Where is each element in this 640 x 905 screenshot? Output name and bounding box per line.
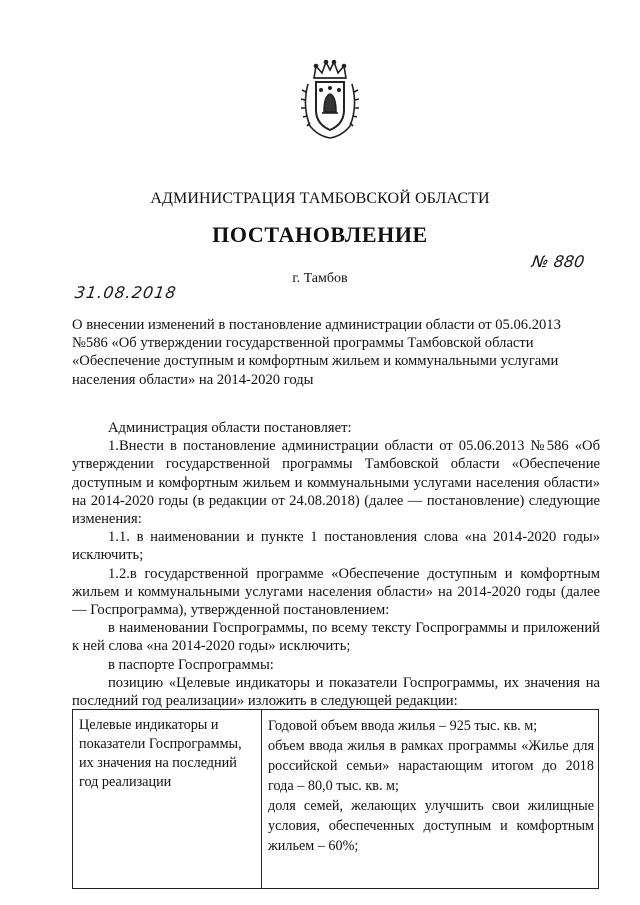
indicators-table: [72, 709, 599, 889]
coat-of-arms-icon: [300, 56, 360, 140]
table-row: [73, 710, 599, 889]
table-cell-values: [262, 710, 599, 889]
paragraph: в наименовании Госпрограммы, по всему тексту Госпрограммы и приложений к ней слова «на 2014-2020 годы» исключить;: [72, 620, 600, 655]
paragraph: 1.2.в государственной программе «Обеспечение доступным и комфортным жильем и коммунальными услугами населения области» на 2014-2020 годы (далее — Госпрограмма), утвержденной постановлением:: [72, 565, 600, 619]
document-subject: О внесении изменений в постановление администрации области от 05.06.2013 №586 «Об утверждении государственной программы Тамбовской области «Обеспечение доступным и комфортным жильем и коммунальными услугами населения области» на 2014-2020 годы: [72, 317, 561, 388]
document-body: [72, 419, 600, 710]
organization-name: АДМИНИСТРАЦИЯ ТАМБОВСКОЙ ОБЛАСТИ: [150, 190, 490, 207]
document-type: ПОСТАНОВЛЕНИЕ: [212, 222, 428, 247]
paragraph: 1.1. в наименовании и пункте 1 постановления слова «на 2014-2020 годы» исключить;: [72, 529, 600, 564]
paragraph: 1.Внести в постановление администрации области от 05.06.2013 №586 «Об утверждении государственной программы Тамбовской области «Обеспечение доступным и комфортным жильем и коммунальными услугами населения области» на 2014-2020 годы (в редакции от 24.08.2018) (далее — постановление) следующие изменения:: [72, 438, 600, 528]
table-line: объем ввода жилья в рамках программы «Жилье для российской семьи» нарастающим итогом до 2018 года – 80,0 тыс. кв. м;: [268, 738, 594, 794]
paragraph: Администрация области постановляет:: [108, 420, 352, 436]
table-cell-label: Целевые индикаторы и показатели Госпрограммы, их значения на последний год реализации: [73, 710, 262, 889]
table-line: доля семей, желающих улучшить свои жилищные условия, обеспеченных доступным и комфортным жильем – 60%;: [268, 798, 594, 854]
paragraph: позицию «Целевые индикаторы и показатели Госпрограммы, их значения на последний год реализации» изложить в следующей редакции:: [72, 674, 600, 710]
handwritten-date: 31.08.2018: [73, 283, 178, 302]
paragraph: в паспорте Госпрограммы:: [108, 656, 274, 673]
table-line: Годовой объем ввода жилья – 925 тыс. кв. м;: [268, 718, 538, 734]
handwritten-number: № 880: [530, 252, 586, 271]
city: г. Тамбов: [292, 271, 348, 286]
